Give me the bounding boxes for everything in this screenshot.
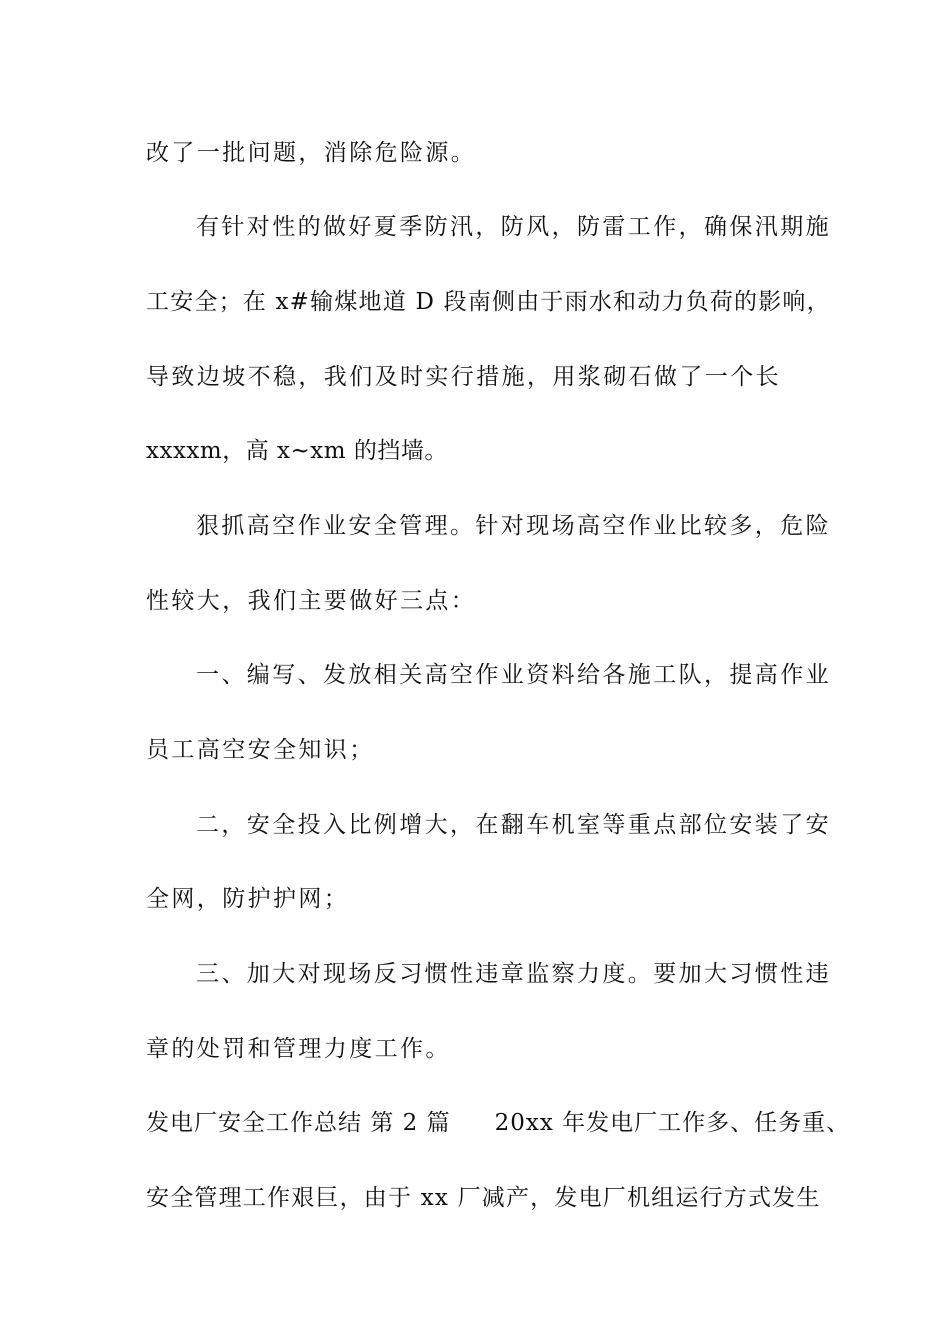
section-heading-line (146, 1108, 851, 1138)
paragraph-line: xxxxm，高 x~xm 的挡墙。 (146, 438, 448, 464)
paragraph-line: 性较大，我们主要做好三点： (146, 588, 477, 614)
paragraph-line: 员工高空安全知识； (146, 737, 375, 763)
paragraph-line: 安全管理工作艰巨，由于 xx 厂减产，发电厂机组运行方式发生 (146, 1185, 821, 1211)
paragraph-line: 有针对性的做好夏季防汛，防风，防雷工作，确保汛期施 (196, 214, 831, 240)
paragraph-line: 改了一批问题，消除危险源。 (146, 140, 477, 166)
section-title: 发电厂安全工作总结 第 2 篇 (146, 1110, 451, 1136)
section-intro-text: 20xx 年发电厂工作多、任务重、 (494, 1110, 851, 1136)
paragraph-line: 工安全；在 x#输煤地道 D 段南侧由于雨水和动力负荷的影响， (146, 289, 831, 315)
paragraph-line: 二，安全投入比例增大，在翻车机室等重点部位安装了安 (196, 812, 831, 838)
paragraph-line: 一、编写、发放相关高空作业资料给各施工队，提高作业 (196, 662, 831, 688)
paragraph-line: 全网，防护护网； (146, 886, 350, 912)
paragraph-line: 章的处罚和管理力度工作。 (146, 1036, 451, 1062)
paragraph-line: 狠抓高空作业安全管理。针对现场高空作业比较多，危险 (196, 513, 831, 539)
paragraph-line: 导致边坡不稳，我们及时实行措施，用浆砌石做了一个长 (146, 364, 781, 390)
paragraph-line: 三、加大对现场反习惯性违章监察力度。要加大习惯性违 (196, 961, 831, 987)
